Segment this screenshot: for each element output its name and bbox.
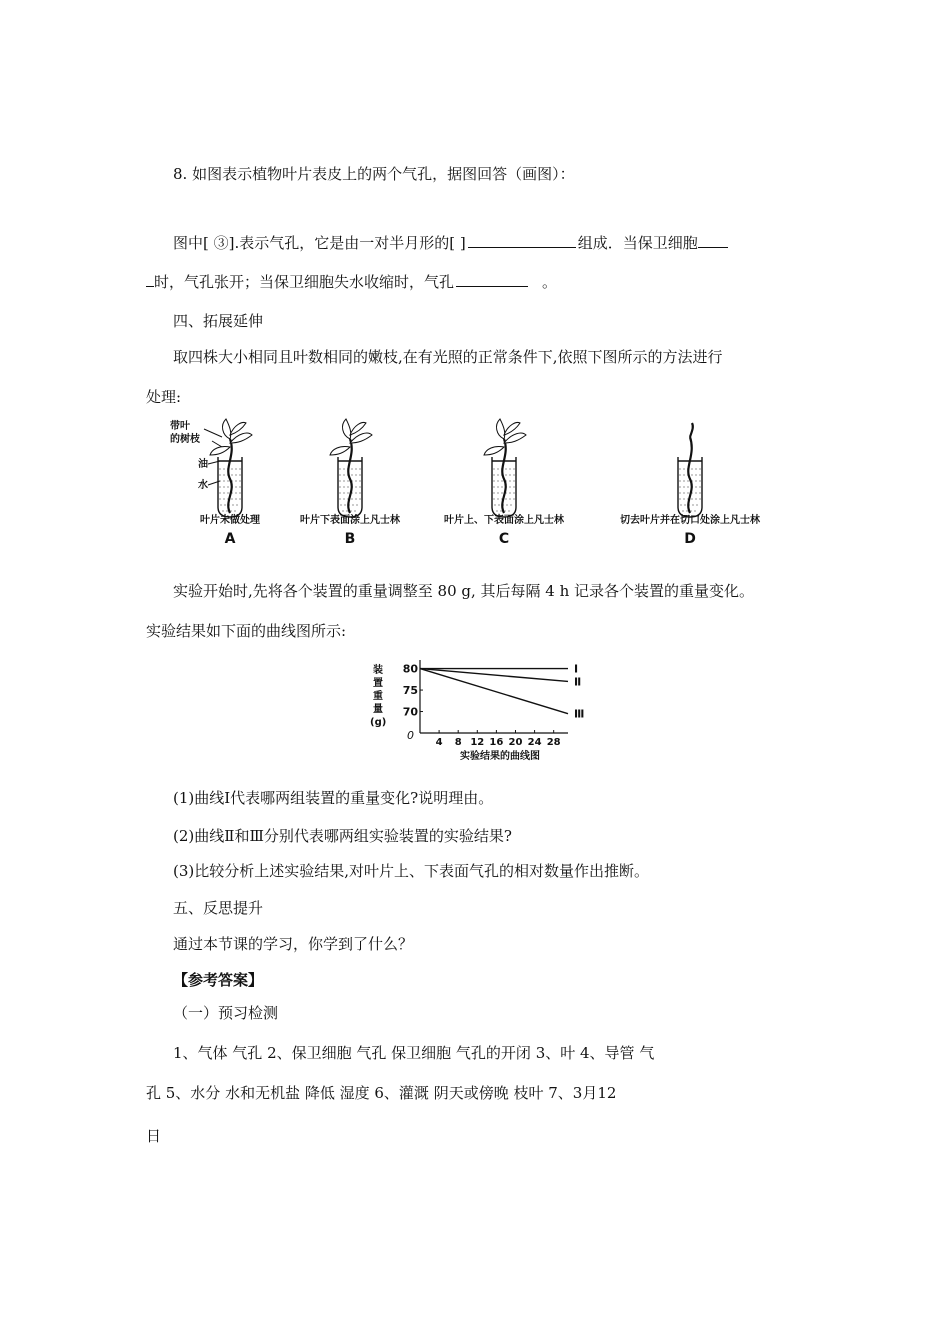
section-4-intro: 取四株大小相同且叶数相同的嫩枝,在有光照的正常条件下,依照下图所示的方法进行	[173, 348, 723, 366]
caption-a: 叶片未做处理	[200, 515, 260, 526]
answer-blank[interactable]	[456, 271, 528, 287]
series-label-1: Ⅰ	[574, 662, 579, 676]
experiment-text: 实验开始时,先将各个装置的重量调整至 80 g, 其后每隔 4 h 记录各个装置的重量变化。	[173, 582, 755, 600]
question-2: (2)曲线Ⅱ和Ⅲ分别代表哪两组实验装置的实验结果?	[173, 827, 512, 845]
question-8-line-2	[146, 271, 557, 293]
x-tick-label: 28	[546, 737, 561, 748]
x-tick-label: 8	[454, 737, 462, 748]
ylabel-char-4: 量	[373, 704, 383, 715]
ylabel-char-1: 装	[373, 665, 383, 676]
experiment-text-cont: 实验结果如下面的曲线图所示:	[146, 622, 347, 640]
answers-heading: 【参考答案】	[173, 971, 264, 989]
x-tick-label: 4	[435, 737, 443, 748]
answers-subheading: （一）预习检测	[173, 1004, 279, 1022]
question-1: (1)曲线Ⅰ代表哪两组装置的重量变化?说明理由。	[173, 789, 494, 807]
section-5-text: 通过本节课的学习，你学到了什么？	[173, 935, 414, 953]
ylabel-unit: (g)	[370, 717, 387, 728]
weight-line-chart	[360, 655, 600, 767]
q8-text-d: 。	[542, 273, 558, 291]
label-branch-2: 的树枝	[170, 434, 200, 445]
question-3: (3)比较分析上述实验结果,对叶片上、下表面气孔的相对数量作出推断。	[173, 862, 650, 880]
tube-d	[678, 423, 702, 517]
letter-b: B	[344, 531, 356, 547]
letter-c: C	[498, 531, 510, 547]
caption-b: 叶片下表面涂上凡士林	[300, 515, 400, 526]
y-tick-label: 80	[402, 662, 418, 676]
letter-d: D	[684, 531, 696, 547]
y-tick-label: 70	[402, 705, 418, 719]
answer-blank[interactable]	[468, 232, 576, 248]
q8-text-c: 时，气孔张开；当保卫细胞失水收缩时，气孔	[154, 273, 455, 291]
section-4-heading: 四、拓展延伸	[173, 312, 264, 330]
section-5-heading: 五、反思提升	[173, 899, 264, 917]
tube-a	[210, 419, 252, 517]
letter-a: A	[224, 531, 236, 547]
q8-text-b: 组成．当保卫细胞	[577, 234, 698, 252]
x-tick-label: 24	[527, 737, 542, 748]
answers-line-2: 孔 5、水分 水和无机盐 降低 湿度 6、灌溉 阴天或傍晚 枝叶 7、3月12	[146, 1084, 617, 1102]
ylabel-char-2: 置	[373, 678, 383, 689]
question-8-line-1	[173, 232, 728, 254]
ylabel-char-3: 重	[373, 691, 383, 702]
answers-line-3: 日	[146, 1127, 162, 1145]
label-branch-1: 带叶	[170, 421, 190, 432]
y-tick-label: 75	[402, 684, 418, 698]
section-4-intro-cont: 处理:	[146, 388, 182, 406]
caption-d: 切去叶片并在切口处涂上凡士林	[620, 515, 760, 526]
question-8-title: 8. 如图表示植物叶片表皮上的两个气孔，据图回答（画图）：	[173, 165, 575, 183]
label-water: 水	[198, 480, 208, 491]
x-tick-label: 20	[508, 737, 523, 748]
tube-c	[484, 419, 526, 517]
chart-title: 实验结果的曲线图	[460, 751, 540, 762]
answers-line-1: 1、气体 气孔 2、保卫细胞 气孔 保卫细胞 气孔的开闭 3、叶 4、导管 气	[173, 1044, 655, 1062]
q8-text-a: 图中[ ③].表示气孔，它是由一对半月形的[ ]	[173, 234, 466, 252]
origin-label: 0	[407, 729, 414, 742]
label-oil: 油	[198, 459, 208, 470]
answer-blank[interactable]	[698, 232, 728, 248]
tube-b	[330, 419, 372, 517]
caption-c: 叶片上、下表面涂上凡士林	[444, 515, 564, 526]
series-label-2: Ⅱ	[574, 675, 582, 689]
x-tick-label: 16	[489, 737, 504, 748]
x-tick-label: 12	[470, 737, 485, 748]
answer-blank[interactable]	[146, 271, 154, 287]
test-tube-figure	[160, 415, 820, 550]
series-label-3: Ⅲ	[574, 707, 585, 721]
